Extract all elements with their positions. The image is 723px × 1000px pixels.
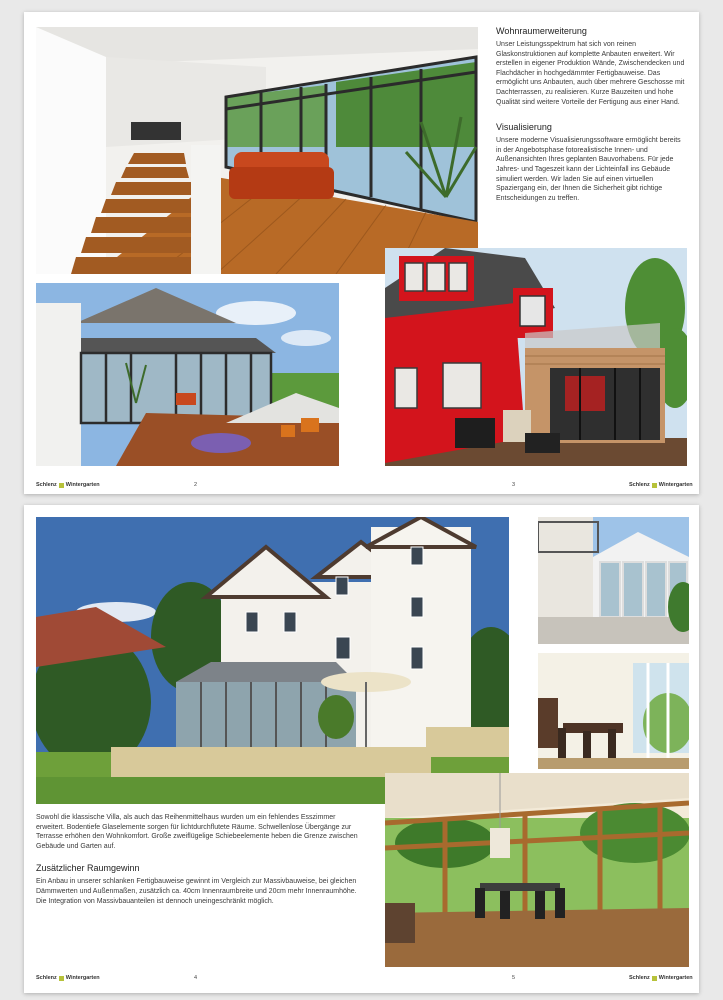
heading-wohnraumerweiterung: Wohnraumerweiterung (496, 26, 587, 36)
paragraph-visualisierung: Unsere moderne Visualisierungssoftware ermöglicht bereits in der Angebotsphase fotorealistische Innen- und Außenansichten Ihres geplanten Bauvorhabens. Für jede Jahres- und Tageszeit kann der Lichteinfall ins Gebäude simuliert werden. Wir laden Sie auf einen virtuellen Spaziergang ein, der Ihnen die Sicherheit gibt richtige Entscheidungen zu treffen. (496, 137, 681, 202)
heading-visualisierung: Visualisierung (496, 122, 552, 133)
footer-brand-right (629, 975, 693, 981)
text-column-villa (36, 813, 366, 921)
conservatory-render (36, 283, 339, 466)
brand-subtitle: Wintergarten (65, 482, 100, 488)
wooden-conservatory-interior-photo (385, 773, 689, 967)
brand-subtitle: Wintergarten (65, 975, 100, 981)
text-column-wohnraum (496, 26, 688, 218)
brand-subtitle: Wintergarten (658, 482, 693, 488)
brochure-spread-pages-4-5 (24, 505, 699, 993)
paragraph-wohnraumerweiterung: Unser Leistungsspektrum hat sich von reinen Glaskonstruktionen auf komplette Anbauten erweitert. Wir erstellen in eigener Produktion Wände, Zwischendecken und Flachdächer in hochgedämmter Fertigbauweise. Das ermöglicht uns Anbauten, auch über mehrere Geschosse mit Dachterrassen, zu realisieren. Kurze Bauzeiten und hohe Qualität sind weitere Vorteile der Fertigung aus einer Hand. (496, 41, 685, 106)
footer-brand-left (36, 975, 100, 981)
brochure-spread-pages-2-3 (24, 12, 699, 494)
brand-name: Schlenz (36, 482, 57, 488)
brand-logo-icon (59, 976, 64, 981)
page-number-left: 2 (194, 482, 198, 488)
brand-name: Schlenz (629, 975, 650, 981)
white-conservatory-photo (538, 517, 689, 644)
page-number-right: 3 (512, 482, 516, 488)
heading-zusaetzlicher-raumgewinn: Zusätzlicher Raumgewinn (36, 863, 140, 874)
paragraph-raumgewinn-1: Ein Anbau in unserer schlanken Fertigbauweise gewinnt im Vergleich zur Massivbauweise, bei gleichen Dämmwerten und Außenmaßen, zusätzlich ca. 40cm Innenraumbreite und 20cm mehr Innenraumhöhe. (36, 878, 357, 895)
villa-conservatory-photo (36, 517, 509, 804)
brand-logo-icon (59, 483, 64, 488)
page-number-right: 5 (512, 975, 516, 981)
footer-brand-right (629, 482, 693, 488)
dining-conservatory-photo (538, 653, 689, 769)
page-number-left: 4 (194, 975, 198, 981)
red-house-extension-render (385, 248, 687, 466)
brand-subtitle: Wintergarten (658, 975, 693, 981)
interior-staircase-render (36, 27, 478, 274)
paragraph-intro: Sowohl die klassische Villa, als auch das Reihenmittelhaus wurden um ein fehlendes Esszimmer erweitert. Bodentiefe Glaselemente sorgen für lichtdurchflutete Räume. Schwellenlose Übergänge zur Terrasse erhöhen den Wohnkomfort. Große zweiflügelige Schiebeelemente heben die Grenze zwischen Gebäude und Garten auf. (36, 814, 358, 850)
brand-logo-icon (652, 483, 657, 488)
brand-name: Schlenz (629, 482, 650, 488)
brand-logo-icon (652, 976, 657, 981)
footer-brand-left (36, 482, 100, 488)
paragraph-raumgewinn-2: Die Integration von Massivbauanteilen ist dennoch uneingeschränkt möglich. (36, 897, 274, 905)
brand-name: Schlenz (36, 975, 57, 981)
